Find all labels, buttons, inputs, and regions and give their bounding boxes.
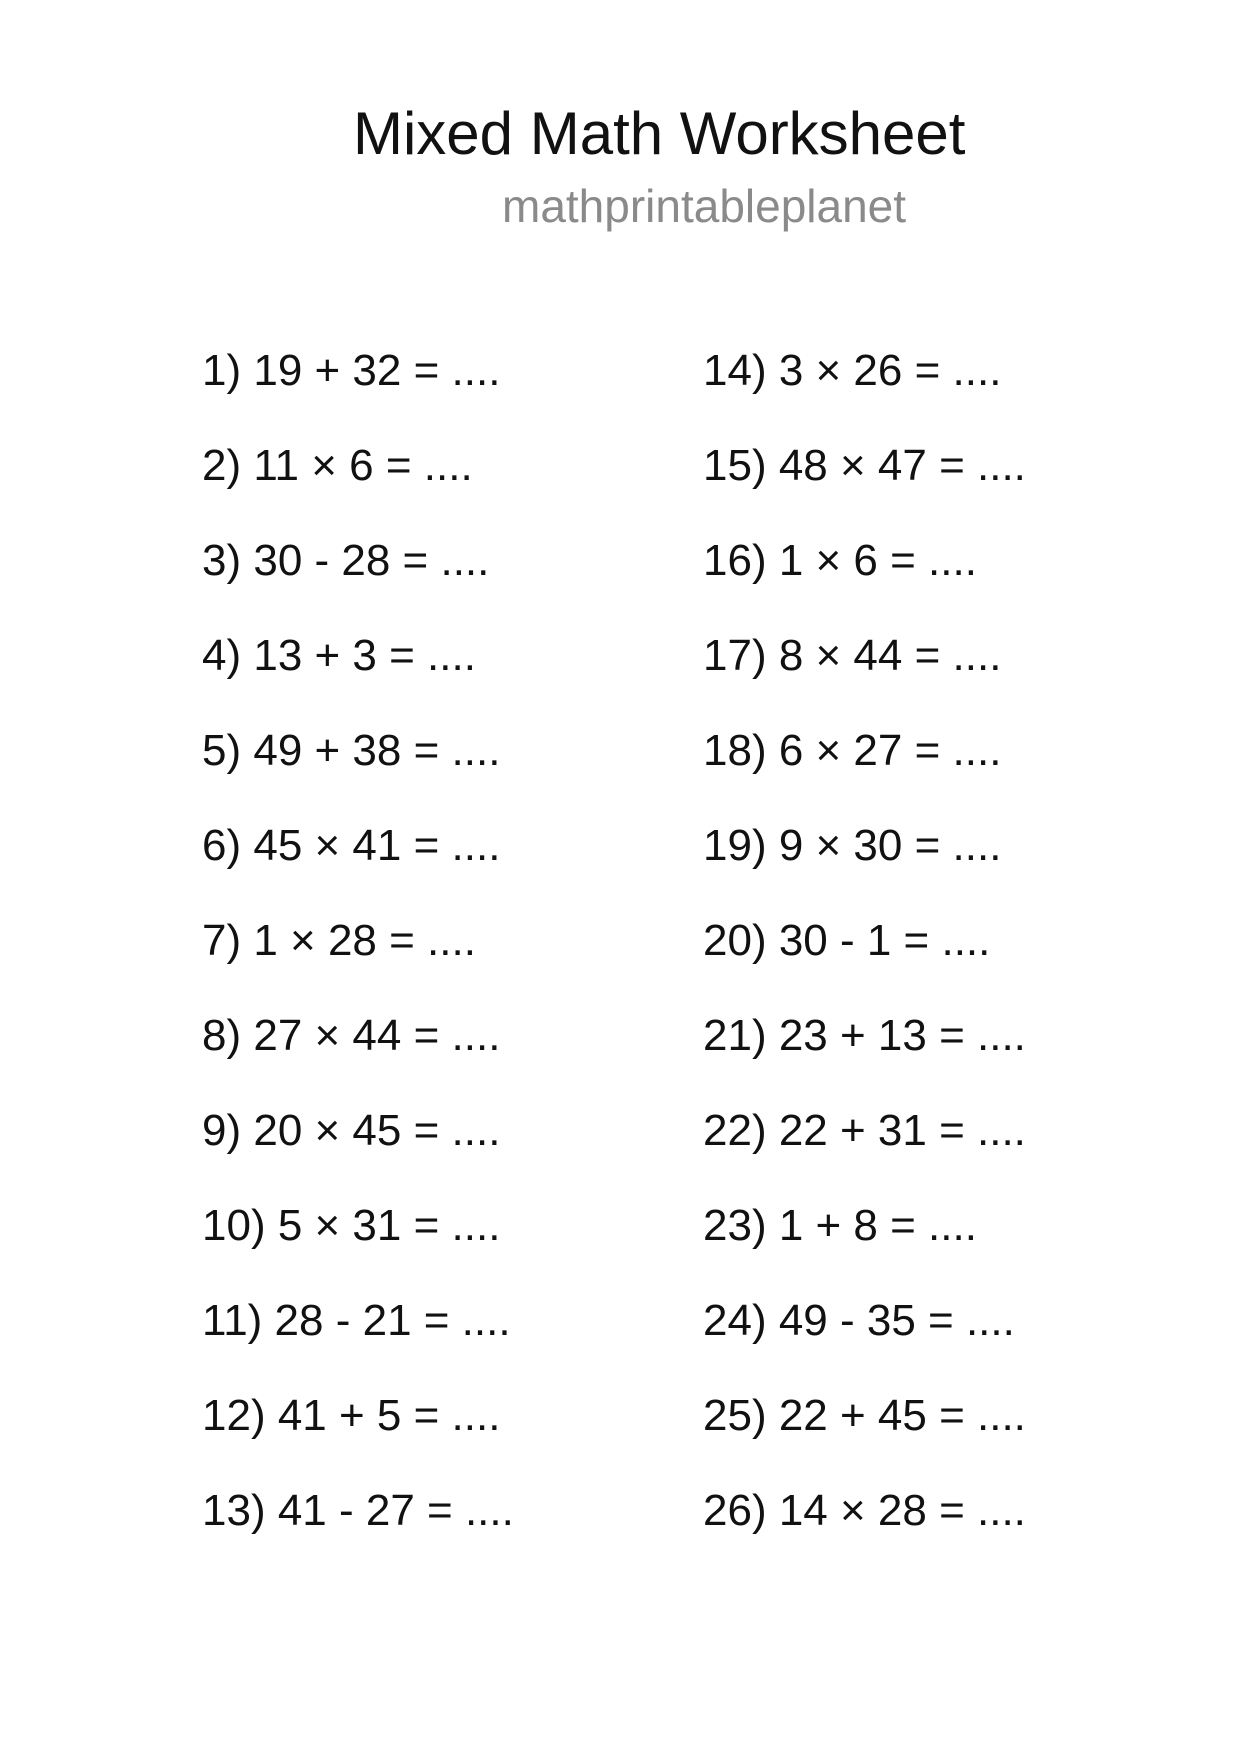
page-title: Mixed Math Worksheet	[353, 100, 966, 167]
problem: 16) 1 × 6 = ....	[703, 536, 977, 585]
problem: 23) 1 + 8 = ....	[703, 1201, 977, 1250]
problem: 5) 49 + 38 = ....	[202, 726, 501, 775]
problem: 25) 22 + 45 = ....	[703, 1391, 1026, 1440]
problem: 6) 45 × 41 = ....	[202, 821, 501, 870]
problem: 3) 30 - 28 = ....	[202, 536, 490, 585]
problem: 8) 27 × 44 = ....	[202, 1011, 501, 1060]
problems-column-left	[202, 323, 514, 1558]
problem: 21) 23 + 13 = ....	[703, 1011, 1026, 1060]
problem: 14) 3 × 26 = ....	[703, 346, 1002, 395]
problems-column-right	[703, 323, 1026, 1558]
problem: 12) 41 + 5 = ....	[202, 1391, 501, 1440]
problem: 7) 1 × 28 = ....	[202, 916, 476, 965]
problem: 17) 8 × 44 = ....	[703, 631, 1002, 680]
problem: 18) 6 × 27 = ....	[703, 726, 1002, 775]
problem: 11) 28 - 21 = ....	[202, 1296, 511, 1345]
problem: 15) 48 × 47 = ....	[703, 441, 1026, 490]
problem: 13) 41 - 27 = ....	[202, 1486, 514, 1535]
problem: 22) 22 + 31 = ....	[703, 1106, 1026, 1155]
problem: 2) 11 × 6 = ....	[202, 441, 473, 490]
problem: 26) 14 × 28 = ....	[703, 1486, 1026, 1535]
page-subtitle: mathprintableplanet	[502, 180, 907, 232]
problem: 1) 19 + 32 = ....	[202, 346, 501, 395]
problem: 19) 9 × 30 = ....	[703, 821, 1002, 870]
problem: 9) 20 × 45 = ....	[202, 1106, 501, 1155]
problem: 10) 5 × 31 = ....	[202, 1201, 501, 1250]
problem: 4) 13 + 3 = ....	[202, 631, 476, 680]
problem: 20) 30 - 1 = ....	[703, 916, 991, 965]
problem: 24) 49 - 35 = ....	[703, 1296, 1015, 1345]
